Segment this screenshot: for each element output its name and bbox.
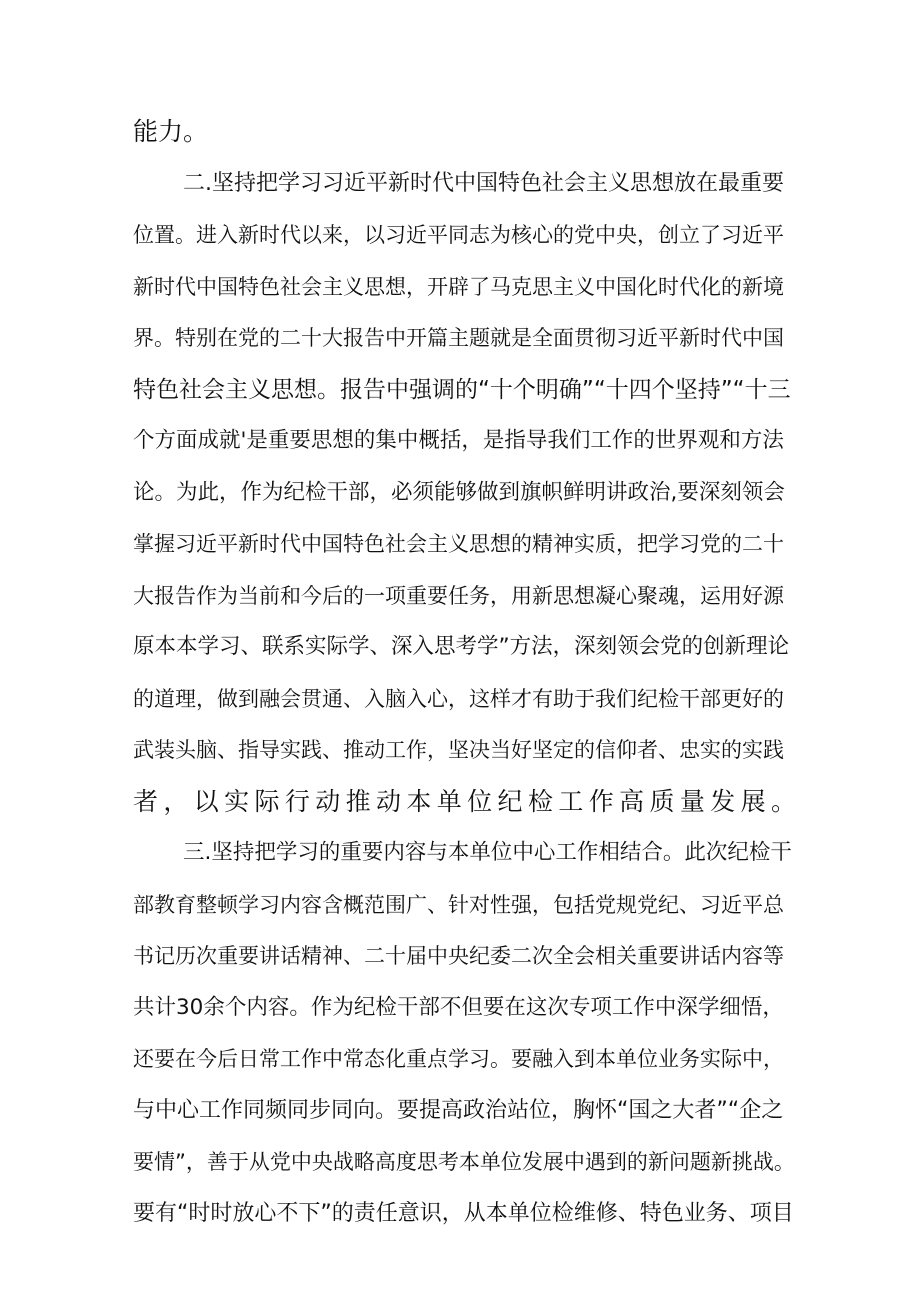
text-line: 能力。 [133, 117, 209, 146]
section-heading-3: 三.坚持把学习的重要内容与本单位中心工作相结合。此次纪检干 [183, 840, 792, 865]
text-line: 位置。进入新时代以来，以习近平同志为核心的党中央，创立了习近平 [133, 223, 784, 247]
text-line: 部教育整顿学习内容含概范围广、针对性强，包括党规党纪、习近平总 [133, 893, 784, 917]
text-line: 还要在今后日常工作中常态化重点学习。要融入到本单位业务实际中， [133, 1047, 784, 1071]
text-line: 界。特别在党的二十大报告中开篇主题就是全面贯彻习近平新时代中国 [133, 326, 784, 350]
text-line: 新时代中国特色社会主义思想，开辟了马克思主义中国化时代化的新境 [133, 275, 784, 299]
text-line: 共计30余个内容。作为纪检干部不但要在这次专项工作中深学细悟， [133, 995, 784, 1020]
text-line: 特色社会主义思想。报告中强调的“十个明确”“十四个坚持”“十三 [133, 377, 791, 403]
section-heading-2: 二.坚持把学习习近平新时代中国特色社会主义思想放在最重要 [183, 171, 784, 196]
text-line: 大报告作为当前和今后的一项重要任务，用新思想凝心聚魂，运用好源 [133, 584, 784, 608]
text-line: 要有“时时放心不下”的责任意识，从本单位检维修、特色业务、项目 [133, 1201, 794, 1226]
text-line: 者，以实际行动推动本单位纪检工作高质量发展。 [133, 787, 802, 816]
text-line: 掌握习近平新时代中国特色社会主义思想的精神实质，把学习党的二十 [133, 532, 784, 556]
text-line: 原本本学习、联系实际学、深入思考学”方法，深刻领会党的创新理论 [133, 634, 790, 659]
text-line: 要情”，善于从党中央战略高度思考本单位发展中遇到的新问题新挑战。 [133, 1150, 795, 1174]
text-line: 论。为此，作为纪检干部，必须能够做到旗帜鲜明讲政治,要深刻领会 [133, 480, 785, 505]
text-line: 与中心工作同频同步同向。要提高政治站位，胸怀“国之大者”“企之 [133, 1098, 784, 1123]
text-line: 个方面成就'是重要思想的集中概括，是指导我们工作的世界观和方法 [133, 428, 784, 453]
text-line: 的道理，做到融会贯通、入脑入心，这样才有助于我们纪检干部更好的 [133, 687, 784, 711]
text-line: 武装头脑、指导实践、推动工作，坚决当好坚定的信仰者、忠实的实践 [133, 738, 784, 762]
text-line: 书记历次重要讲话精神、二十届中央纪委二次全会相关重要讲话内容等 [133, 944, 784, 968]
